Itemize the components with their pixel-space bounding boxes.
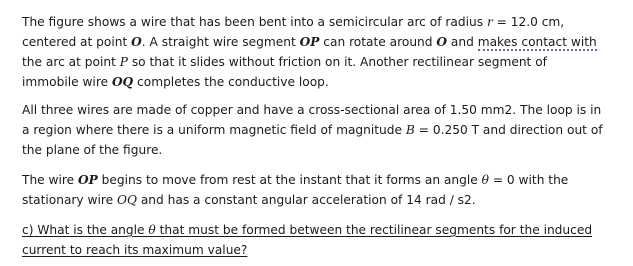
- text: can rotate around: [319, 35, 437, 49]
- materials-line-3: the plane of the figure.: [22, 143, 163, 157]
- question-c: [22, 220, 592, 260]
- var-theta: θ: [148, 223, 156, 237]
- var-O: O: [436, 35, 448, 49]
- text: completes the conductive loop.: [133, 75, 329, 89]
- text: and: [447, 35, 478, 49]
- var-theta: θ: [481, 173, 489, 187]
- materials-line-2: [22, 120, 603, 140]
- text: = 12.0 cm,: [492, 15, 565, 29]
- text: the arc at point: [22, 55, 120, 69]
- text: The figure shows a wire that has been bent into a semicircular arc of radius: [22, 15, 487, 29]
- var-OP: OP: [78, 173, 98, 187]
- var-OQ: OQ: [116, 193, 137, 207]
- text: = 0 with the: [488, 173, 569, 187]
- var-r: r: [486, 15, 493, 29]
- var-OP: OP: [299, 35, 320, 49]
- text: stationary wire: [22, 193, 117, 207]
- text: and has a constant angular acceleration of 14 rad / s2.: [136, 193, 476, 207]
- text: a region where there is a uniform magnetic field of magnitude: [22, 123, 406, 137]
- paragraph-materials: [22, 100, 603, 160]
- paragraph-motion: [22, 170, 568, 210]
- text: centered at point: [22, 35, 132, 49]
- setup-line-3: [22, 52, 597, 72]
- spellcheck-marked-text: makes contact with: [477, 35, 597, 49]
- var-P: P: [119, 55, 128, 69]
- materials-line-1: All three wires are made of copper and have a cross-sectional area of 1.50 mm2. The loop is in: [22, 103, 602, 117]
- setup-line-2: [22, 32, 597, 52]
- question-line-1: [22, 220, 592, 240]
- text: The wire: [22, 173, 79, 187]
- paragraph-setup: [22, 12, 597, 92]
- motion-line-1: [22, 170, 568, 190]
- setup-line-4: [22, 72, 597, 92]
- text: c) What is the angle: [22, 223, 149, 237]
- var-B: B: [405, 123, 415, 137]
- text: begins to move from rest at the instant that it forms an angle: [97, 173, 482, 187]
- text: . A straight wire segment: [141, 35, 300, 49]
- var-O: O: [131, 35, 142, 49]
- text: immobile wire: [22, 75, 112, 89]
- text: so that it slides without friction on it. Another rectilinear segment of: [127, 55, 547, 69]
- text: that must be formed between the rectilinear segments for the induced: [155, 223, 593, 237]
- text: = 0.250 T and direction out of: [414, 123, 603, 137]
- setup-line-1: [22, 12, 597, 32]
- var-OQ: OQ: [111, 75, 134, 89]
- motion-line-2: [22, 190, 568, 210]
- question-line-2: current to reach its maximum value?: [22, 243, 248, 257]
